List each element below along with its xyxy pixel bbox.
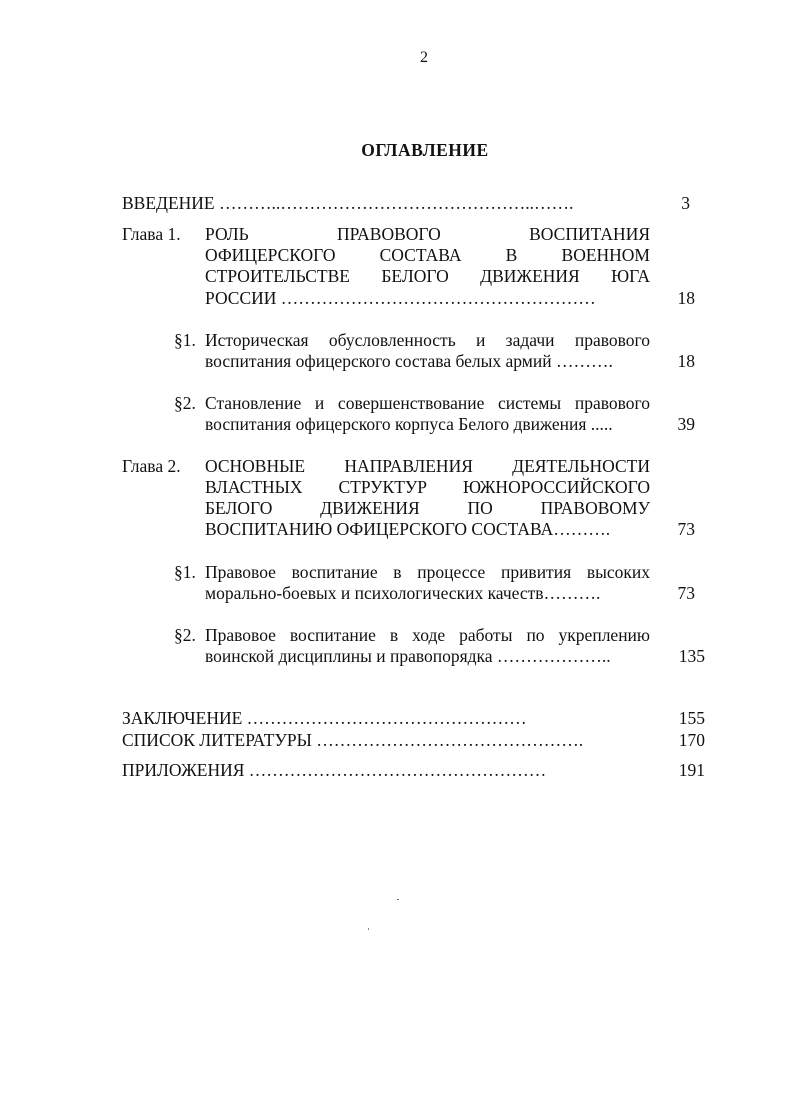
- scan-speck: [368, 928, 369, 930]
- section-1-2-line: Становление и совершенствование системы правового: [205, 393, 650, 413]
- section-2-1-line: Правовое воспитание в процессе привития высоких: [205, 562, 650, 582]
- section-number: §2.: [174, 393, 196, 413]
- page-number: 2: [420, 49, 428, 66]
- chapter-1-title-line: РОЛЬ ПРАВОВОГО ВОСПИТАНИЯ: [205, 224, 650, 244]
- chapter-1-label: Глава 1.: [122, 224, 181, 244]
- toc-page-section-1-1: 18: [677, 351, 695, 371]
- toc-page-section-2-2: 135: [678, 646, 705, 666]
- chapter-2-label: Глава 2.: [122, 456, 181, 476]
- toc-entry-bibliography: СПИСОК ЛИТЕРАТУРЫ ……………………………………….: [122, 730, 584, 750]
- toc-page-section-2-1: 73: [677, 583, 695, 603]
- chapter-2-title-line: ОСНОВНЫЕ НАПРАВЛЕНИЯ ДЕЯТЕЛЬНОСТИ: [205, 456, 650, 476]
- toc-entry-appendices: ПРИЛОЖЕНИЯ ……………………………………………: [122, 760, 547, 780]
- section-1-2-line: воспитания офицерского корпуса Белого движения .....: [205, 414, 613, 434]
- chapter-2-title-line: ВЛАСТНЫХ СТРУКТУР ЮЖНОРОССИЙСКОГО: [205, 477, 650, 497]
- chapter-1-title-line: СТРОИТЕЛЬСТВЕ БЕЛОГО ДВИЖЕНИЯ ЮГА: [205, 266, 650, 286]
- scan-speck: [397, 899, 399, 900]
- section-number: §1.: [174, 330, 196, 350]
- section-2-1-line: морально-боевых и психологических качеств……….: [205, 583, 601, 603]
- chapter-2-title-last: ВОСПИТАНИЮ ОФИЦЕРСКОГО СОСТАВА……….: [205, 519, 611, 539]
- section-2-2-line: Правовое воспитание в ходе работы по укреплению: [205, 625, 650, 645]
- chapter-1-title-last: РОССИИ ………………………………………………: [205, 288, 596, 308]
- toc-page-chapter-2: 73: [677, 519, 695, 539]
- toc-entry-conclusion: ЗАКЛЮЧЕНИЕ …………………………………………: [122, 708, 527, 728]
- toc-page-appendices: 191: [678, 760, 705, 780]
- section-1-1-line: воспитания офицерского состава белых армий ……….: [205, 351, 613, 371]
- toc-page-conclusion: 155: [678, 708, 705, 728]
- section-2-2-line: воинской дисциплины и правопорядка ………………..: [205, 646, 611, 666]
- section-number: §1.: [174, 562, 196, 582]
- section-1-1-line: Историческая обусловленность и задачи правового: [205, 330, 650, 350]
- chapter-2-title-line: БЕЛОГО ДВИЖЕНИЯ ПО ПРАВОВОМУ: [205, 498, 650, 518]
- chapter-1-title-line: ОФИЦЕРСКОГО СОСТАВА В ВОЕННОМ: [205, 245, 650, 265]
- page-title: ОГЛАВЛЕНИЕ: [361, 140, 489, 160]
- toc-entry-intro: ВВЕДЕНИЕ ………..……………………………………..…….: [122, 193, 574, 213]
- section-number: §2.: [174, 625, 196, 645]
- toc-page-bibliography: 170: [678, 730, 705, 750]
- toc-page-chapter-1: 18: [677, 288, 695, 308]
- toc-page-section-1-2: 39: [677, 414, 695, 434]
- toc-page-intro: 3: [681, 193, 690, 213]
